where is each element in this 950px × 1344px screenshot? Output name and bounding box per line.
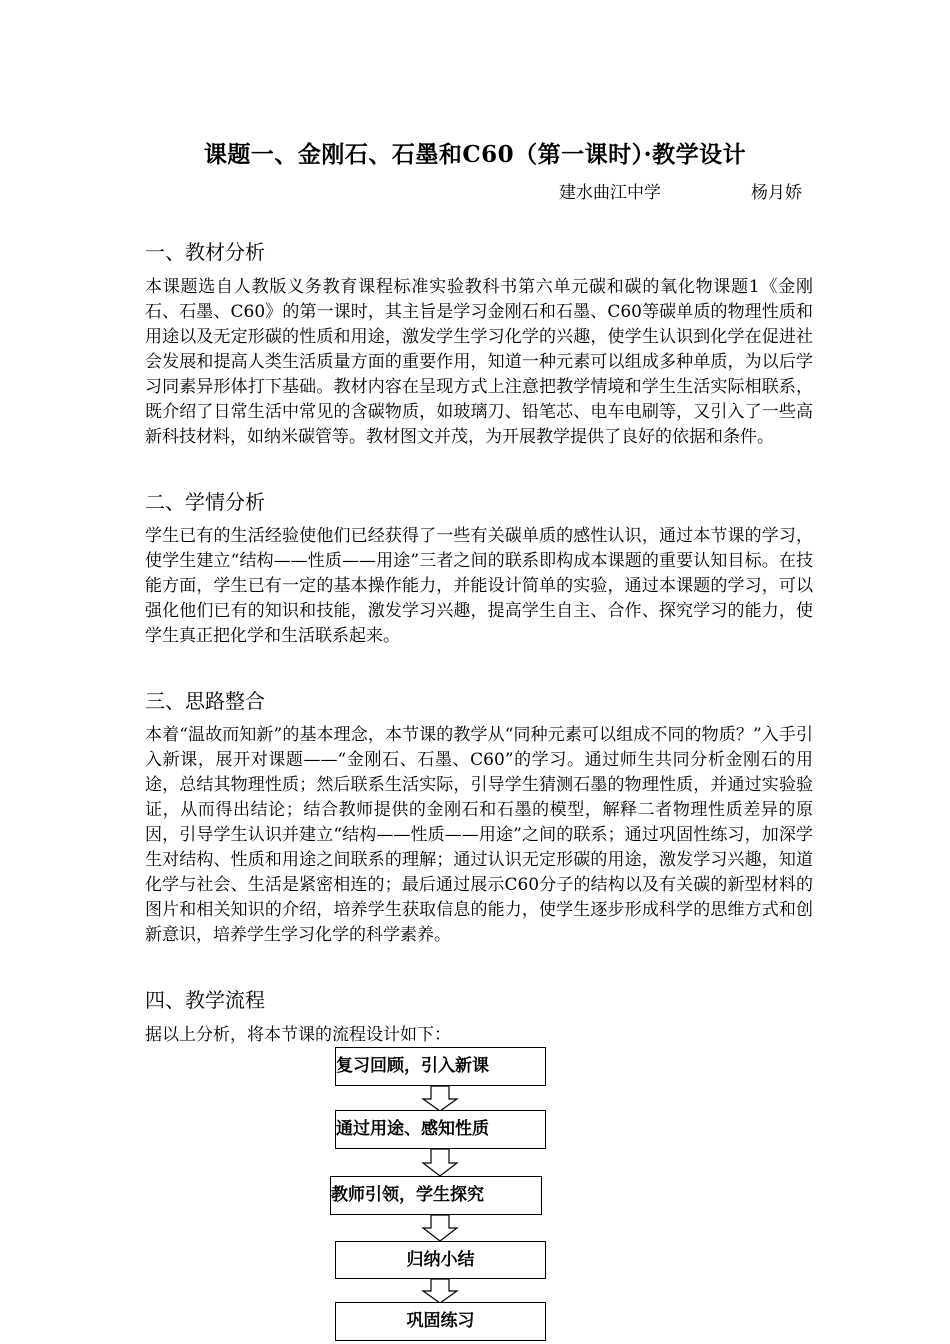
section-heading-4: 四、教学流程	[145, 988, 265, 1012]
author-name: 杨月娇	[751, 183, 802, 203]
flow-step-label: 巩固练习	[406, 1311, 475, 1331]
flow-step-label: 归纳小结	[406, 1250, 475, 1270]
flow-step-1	[335, 1047, 546, 1086]
flow-step-2	[335, 1110, 546, 1149]
section-text-1: 本课题选自人教版义务教育课程标准实验教科书第六单元碳和碳的氧化物课题1《金刚石、石墨、C60》的第一课时，其主旨是学习金刚石和石墨、C60等碳单质的物理性质和用途以及无定形碳的性质和用途，激发学生学习化学的兴趣，使学生认识到化学在促进社会发展和提高人类生活质量方面的重要作用，知道一种元素可以组成多种单质，为以后学习同素异形体打下基础。教材内容在呈现方式上注意把教学情境和学生生活实际相联系， 既介绍了日常生活中常见的含碳物质，如玻璃刀、铅笔芯、电车电刷等，又引入了一些高新科技材料，如纳米碳管等。教材图文并茂，为开展教学提供了良好的依据和条件。	[145, 277, 813, 447]
section-text-3: 本着“温故而知新”的基本理念，本节课的教学从“同种元素可以组成不同的物质？”入手引入新课，展开对课题——“金刚石、石墨、C60”的学习。通过师生共同分析金刚石的用途，总结其物理性质；然后联系生活实际，引导学生猜测石墨的物理性质，并通过实验验证，从而得出结论；结合教师提供的金刚石和石墨的模型，解释二者物理性质差异的原因，引导学生认识并建立“结构——性质——用途”之间的联系；通过巩固性练习，加深学生对结构、性质和用途之间联系的理解；通过认识无定形碳的用途，激发学习兴趣，知道化学与社会、生活是紧密相连的；最后通过展示C60分子的结构以及有关碳的新型材料的图片和相关知识的介绍，培养学生获取信息的能力，使学生逐步形成科学的思维方式和创新意识，培养学生学习化学的科学素养。	[145, 725, 813, 945]
down-arrow-icon	[421, 1279, 459, 1304]
flow-step-label: 教师引领，学生探究	[331, 1185, 484, 1205]
section-heading-3: 三、思路整合	[145, 689, 265, 713]
flow-step-label: 通过用途、感知性质	[336, 1119, 489, 1139]
section-heading-2: 二、学情分析	[145, 490, 265, 514]
flow-step-4	[335, 1241, 546, 1279]
flow-step-5	[335, 1302, 546, 1341]
flow-step-3	[330, 1176, 542, 1215]
document-title: 课题一、金刚石、石墨和C60（第一课时）·教学设计	[203, 141, 747, 168]
flow-step-label: 复习回顾，引入新课	[336, 1056, 489, 1076]
down-arrow-icon	[421, 1149, 459, 1177]
section-text-2: 学生已有的生活经验使他们已经获得了一些有关碳单质的感性认识，通过本节课的学习，使学生建立“结构——性质——用途”三者之间的联系即构成本课题的重要认知目标。在技能方面，学生已有一定的基本操作能力，并能设计简单的实验，通过本课题的学习，可以强化他们已有的知识和技能，激发学习兴趣，提高学生自主、合作、探究学习的能力，使学生真正把化学和生活联系起来。	[145, 526, 813, 646]
down-arrow-icon	[421, 1086, 459, 1112]
section-text-4: 据以上分析，将本节课的流程设计如下：	[145, 1025, 451, 1045]
section-heading-1: 一、教材分析	[145, 240, 265, 264]
down-arrow-icon	[421, 1215, 459, 1242]
author-school: 建水曲江中学	[559, 183, 661, 203]
